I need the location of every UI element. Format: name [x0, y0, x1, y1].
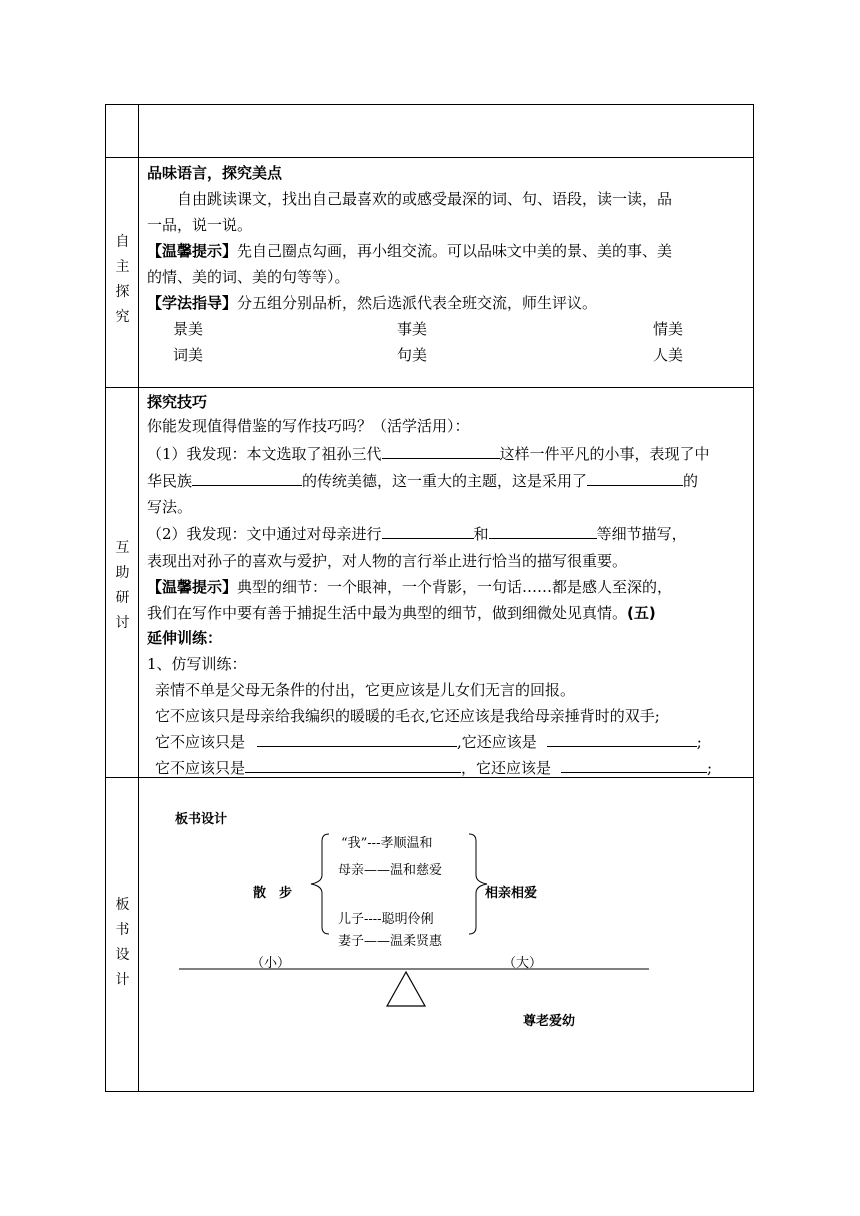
text: 和 — [473, 525, 489, 543]
text: ; — [696, 733, 702, 751]
grid-cell: 词美 — [173, 346, 204, 364]
text: 等细节描写， — [596, 525, 687, 543]
method-line — [147, 290, 747, 316]
tip-line — [147, 574, 747, 600]
row-label-cell — [106, 105, 139, 157]
exercise-line: 亲情不单是父母无条件的付出，它更应该是儿女们无言的回报。 — [155, 681, 576, 699]
board-diagram — [139, 778, 753, 1090]
text: ，它还应该是 — [461, 759, 552, 777]
paragraph-line — [147, 186, 747, 212]
fill-blank[interactable] — [382, 522, 474, 539]
label-char: 自 — [115, 234, 130, 250]
row-label-zizhu — [106, 158, 139, 387]
zizhu-content — [139, 158, 753, 387]
question-line — [147, 441, 747, 467]
fill-blank[interactable] — [382, 442, 500, 459]
grid-cell: 句美 — [397, 346, 428, 364]
label-char: 设 — [115, 947, 130, 963]
tip-tag: 【温馨提示】 — [147, 578, 238, 596]
tip-mark: (五) — [627, 604, 656, 622]
grid-cell: 景美 — [173, 320, 204, 338]
exercise-title: 1、仿写训练： — [147, 655, 247, 673]
fill-blank[interactable] — [192, 469, 302, 486]
table-row-zizhu — [106, 157, 753, 387]
text: ; — [707, 759, 713, 777]
banshu-content — [139, 778, 753, 1091]
tip-line: 的情、美的词、美的句等等）。 — [147, 268, 350, 286]
label-char: 研 — [115, 590, 130, 606]
left-brace-icon — [311, 834, 329, 934]
text: （1）我发现：本文选取了祖孙三代 — [147, 445, 382, 463]
fill-blank[interactable] — [257, 730, 457, 747]
fill-blank[interactable] — [245, 756, 461, 773]
label-char: 讨 — [115, 615, 130, 631]
tip-tag: 【温馨提示】 — [147, 242, 238, 260]
label-char: 主 — [115, 259, 130, 275]
board-result: 相亲相爱 — [485, 886, 538, 901]
exercise-line — [147, 729, 747, 755]
label-char: 计 — [115, 972, 130, 988]
text: （2）我发现：文中通过对母亲进行 — [147, 525, 382, 543]
paragraph-line: 一品，说一说。 — [147, 216, 253, 234]
question-line — [147, 521, 747, 547]
text: 它不应该只是 — [155, 733, 246, 751]
fill-blank[interactable] — [587, 469, 683, 486]
fill-blank[interactable] — [547, 730, 697, 747]
tip-text: 先自己圈点勾画，再小组交流。可以品味文中美的景、美的事、美 — [237, 242, 673, 260]
text: 它不应该只是 — [155, 759, 246, 777]
board-bottom: 尊老爱幼 — [523, 1014, 576, 1029]
grid-cell: 事美 — [397, 320, 428, 338]
question-line: 你能发现值得借鉴的写作技巧吗？（活学活用）： — [147, 417, 470, 435]
board-main: 散 步 — [253, 886, 293, 901]
text: ,它还应该是 — [457, 733, 537, 751]
exercise-line: 它不应该只是母亲给我编织的暖暖的毛衣,它还应该是我给母亲捶背时的双手; — [155, 707, 660, 725]
table-row-banshu — [106, 777, 753, 1091]
board-item: “我”---孝顺温和 — [341, 836, 433, 851]
extension-heading: 延伸训练： — [147, 629, 223, 647]
seesaw-fulcrum-icon — [387, 972, 425, 1006]
row-label-huzhu — [106, 388, 139, 777]
section-heading: 探究技巧 — [147, 393, 208, 411]
text: 自由跳读课文，找出自己最喜欢的或感受最深的词、句、语段，读一读，品 — [177, 190, 673, 208]
grid-cell: 人美 — [653, 346, 684, 364]
label-char: 究 — [115, 309, 130, 325]
text: 的 — [683, 472, 699, 490]
board-item: 儿子----聪明伶俐 — [338, 912, 434, 927]
board-item: 母亲——温和慈爱 — [338, 863, 443, 878]
label-char: 板 — [115, 897, 130, 913]
seesaw-big-label: （大） — [503, 956, 543, 971]
question-line: 表现出对孙子的喜欢与爱护，对人物的言行举止进行恰当的描写很重要。 — [147, 552, 628, 570]
table-row-top — [106, 105, 753, 157]
label-char: 探 — [115, 284, 130, 300]
tip-line — [147, 238, 747, 264]
row-content-cell — [139, 105, 753, 157]
question-line: 写法。 — [147, 498, 193, 516]
method-text: 分五组分别品析，然后选派代表全班交流，师生评议。 — [237, 294, 598, 312]
tip-line — [147, 600, 747, 626]
board-item: 妻子——温柔贤惠 — [338, 934, 443, 949]
fill-blank[interactable] — [561, 756, 707, 773]
text: 华民族 — [147, 472, 193, 490]
row-label-banshu — [106, 778, 139, 1091]
table-row-huzhu — [106, 387, 753, 777]
tip-text: 我们在写作中要有善于捕捉生活中最为典型的细节，做到细微处见真情。 — [147, 604, 628, 622]
section-heading: 品味语言，探究美点 — [147, 164, 283, 182]
seesaw-small-label: （小） — [251, 956, 291, 971]
board-title: 板书设计 — [175, 812, 228, 827]
label-char: 互 — [115, 540, 130, 556]
fill-blank[interactable] — [489, 522, 597, 539]
text: 这样一件平凡的小事，表现了中 — [499, 445, 710, 463]
method-tag: 【学法指导】 — [147, 294, 238, 312]
label-char: 助 — [115, 565, 130, 581]
text: 的传统美德，这一重大的主题，这是采用了 — [302, 472, 588, 490]
label-char: 书 — [115, 922, 130, 938]
tip-text: 典型的细节：一个眼神，一个背影，一句话……都是感人至深的， — [237, 578, 673, 596]
grid-cell: 情美 — [653, 320, 684, 338]
question-line — [147, 468, 747, 494]
lesson-table — [105, 104, 754, 1092]
huzhu-content — [139, 388, 753, 777]
